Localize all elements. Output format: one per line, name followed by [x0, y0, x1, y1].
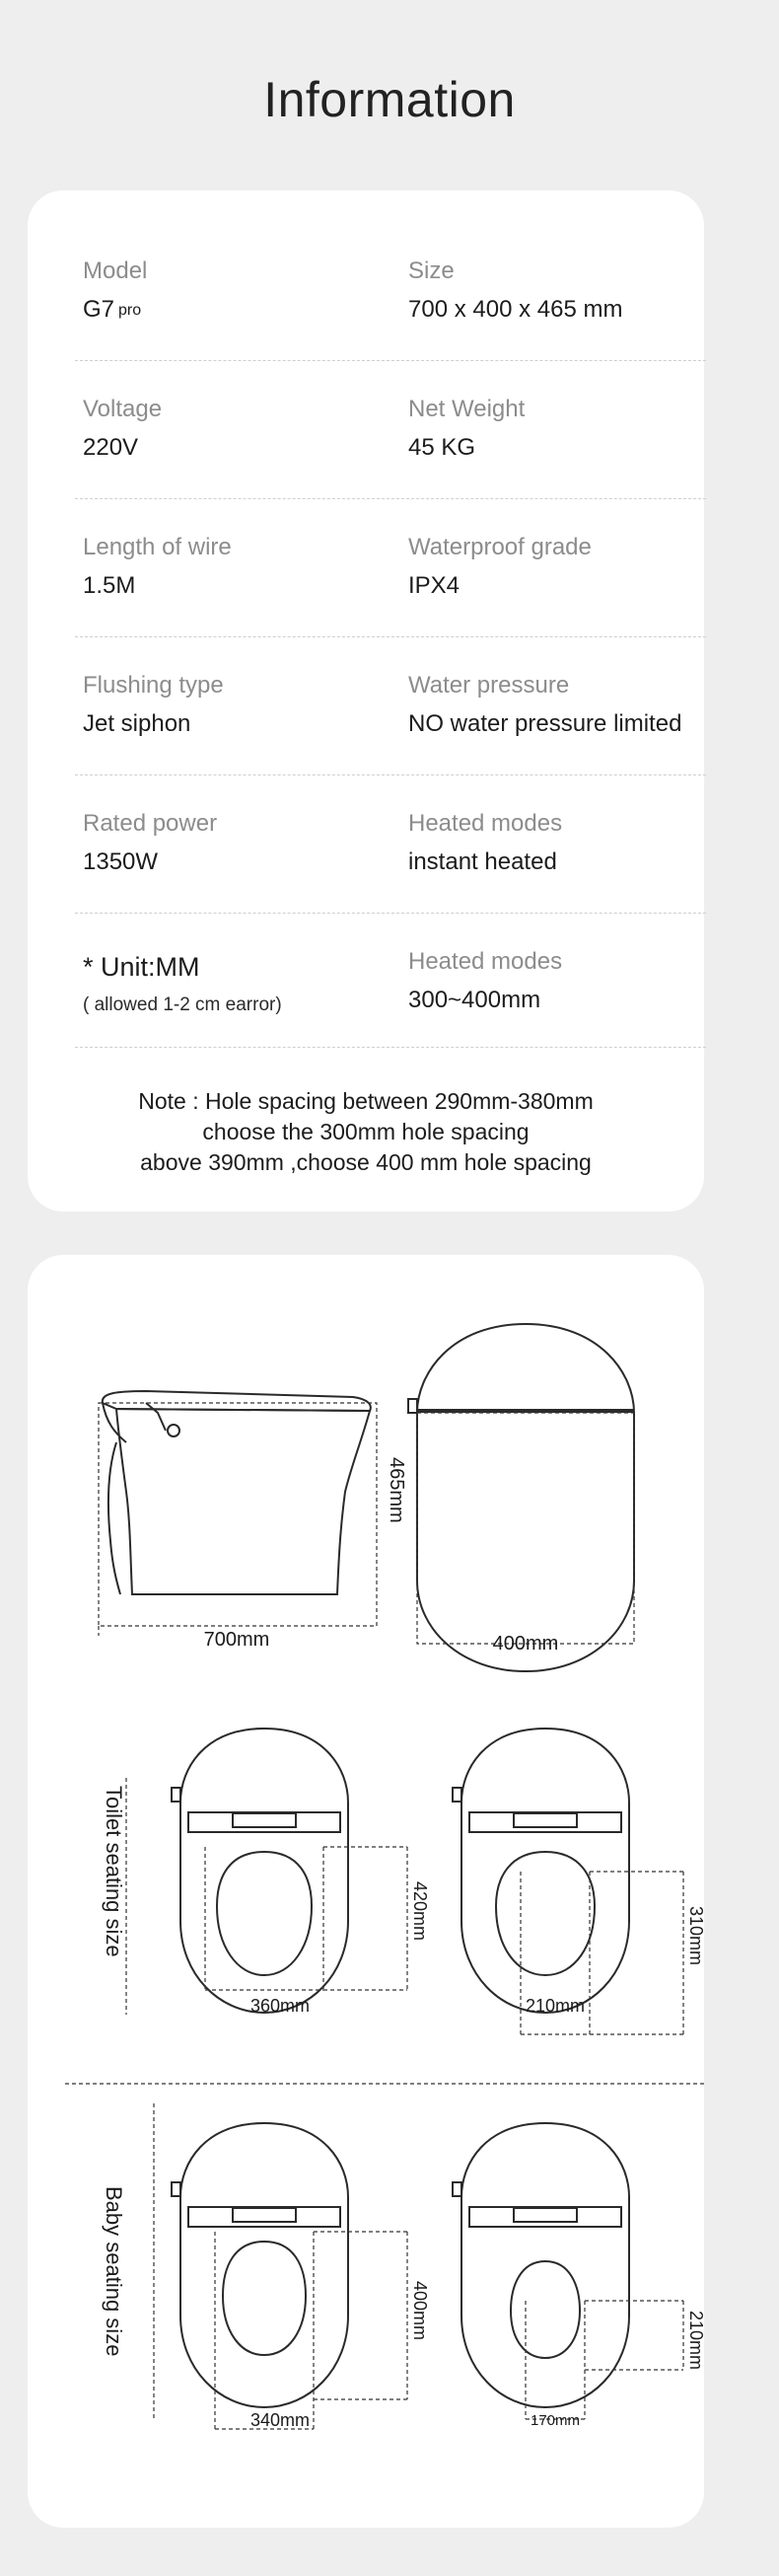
baby-seat-top-right — [453, 2123, 629, 2407]
spec-label: Rated power — [83, 810, 218, 837]
toilet-left-height-label: 420mm — [410, 1881, 430, 1942]
spec-value: 1.5M — [83, 572, 136, 599]
drawing-card — [28, 1255, 704, 2528]
divider — [75, 1047, 706, 1048]
toilet-section-label: Toilet seating size — [102, 1786, 126, 1957]
toilet-left-width-label: 360mm — [249, 1996, 311, 2016]
divider — [75, 360, 706, 361]
baby-section-label: Baby seating size — [102, 2186, 126, 2357]
spec-label: Voltage — [83, 396, 163, 422]
spec-label: Length of wire — [83, 534, 232, 560]
dimension-guides — [65, 1403, 704, 2429]
unit-label: * Unit:MM — [83, 952, 200, 982]
toilet-right-width-label: 210mm — [525, 1996, 586, 2016]
spec-water-pressure — [408, 672, 681, 738]
spec-flushing-type — [83, 672, 224, 738]
toilet-seat-top-right — [453, 1729, 629, 2013]
spec-row-model-size — [75, 258, 716, 396]
page-title: Information — [263, 72, 516, 127]
spec-value: instant heated — [408, 848, 557, 875]
spec-value: IPX4 — [408, 572, 460, 599]
baby-left-width-label: 340mm — [249, 2410, 311, 2430]
dimension-drawings — [28, 1255, 704, 2528]
spec-label: Waterproof grade — [408, 534, 592, 560]
toilet-seat-top-left — [172, 1729, 348, 2013]
top-width-label: 400mm — [492, 1633, 559, 1655]
spec-value: 300~400mm — [408, 987, 541, 1013]
toilet-side-view — [103, 1391, 371, 1594]
spec-row-wire-waterproof — [75, 534, 716, 672]
note-line: above 390mm ,choose 400 mm hole spacing — [140, 1149, 592, 1175]
model-suffix: pro — [118, 302, 142, 319]
baby-seat-top-left — [172, 2123, 348, 2407]
spec-label: Model — [83, 258, 148, 284]
spec-voltage — [83, 396, 162, 462]
spec-label: Water pressure — [408, 672, 570, 699]
spec-row-power-heat — [75, 810, 716, 948]
note-line: choose the 300mm hole spacing — [202, 1119, 530, 1144]
spec-heated-modes — [408, 810, 562, 876]
divider — [75, 913, 706, 914]
side-height-label: 465mm — [386, 1457, 407, 1523]
spec-wire-length — [83, 534, 232, 600]
hole-spacing-note — [28, 1086, 704, 1178]
spec-label: Size — [408, 258, 455, 284]
side-width-label: 700mm — [203, 1629, 270, 1651]
spec-row-voltage-weight — [75, 396, 716, 534]
unit-tolerance: ( allowed 1-2 cm earror) — [83, 994, 282, 1015]
note-line: Note : Hole spacing between 290mm-380mm — [138, 1088, 594, 1114]
spec-value — [83, 296, 147, 324]
toilet-right-height-label: 310mm — [686, 1906, 704, 1966]
spec-heated-range — [408, 948, 562, 1014]
baby-left-height-label: 400mm — [410, 2281, 430, 2341]
spec-model — [83, 258, 147, 324]
toilet-top-view — [408, 1324, 634, 1671]
spec-label: Heated modes — [408, 948, 563, 975]
baby-right-height-label: 210mm — [686, 2311, 704, 2371]
baby-right-width-label: 170mm — [530, 2412, 581, 2429]
divider — [75, 636, 706, 637]
spec-value: 1350W — [83, 848, 159, 875]
spec-label: Heated modes — [408, 810, 563, 837]
spec-value: 220V — [83, 434, 139, 461]
spec-waterproof — [408, 534, 592, 600]
spec-rated-power — [83, 810, 217, 876]
spec-row-unit — [75, 948, 716, 1090]
spec-label: Net Weight — [408, 396, 526, 422]
spec-value: Jet siphon — [83, 710, 191, 737]
spec-label: Flushing type — [83, 672, 224, 699]
spec-row-flush-pressure — [75, 672, 716, 810]
spec-value: 45 KG — [408, 434, 476, 461]
spec-size — [408, 258, 622, 324]
spec-card — [28, 190, 704, 1212]
spec-value: 700 x 400 x 465 mm — [408, 296, 623, 323]
model-name: G7 — [83, 296, 115, 323]
divider — [75, 774, 706, 775]
spec-net-weight — [408, 396, 525, 462]
divider — [75, 498, 706, 499]
spec-value: NO water pressure limited — [408, 710, 682, 737]
unit-info — [83, 952, 282, 1016]
